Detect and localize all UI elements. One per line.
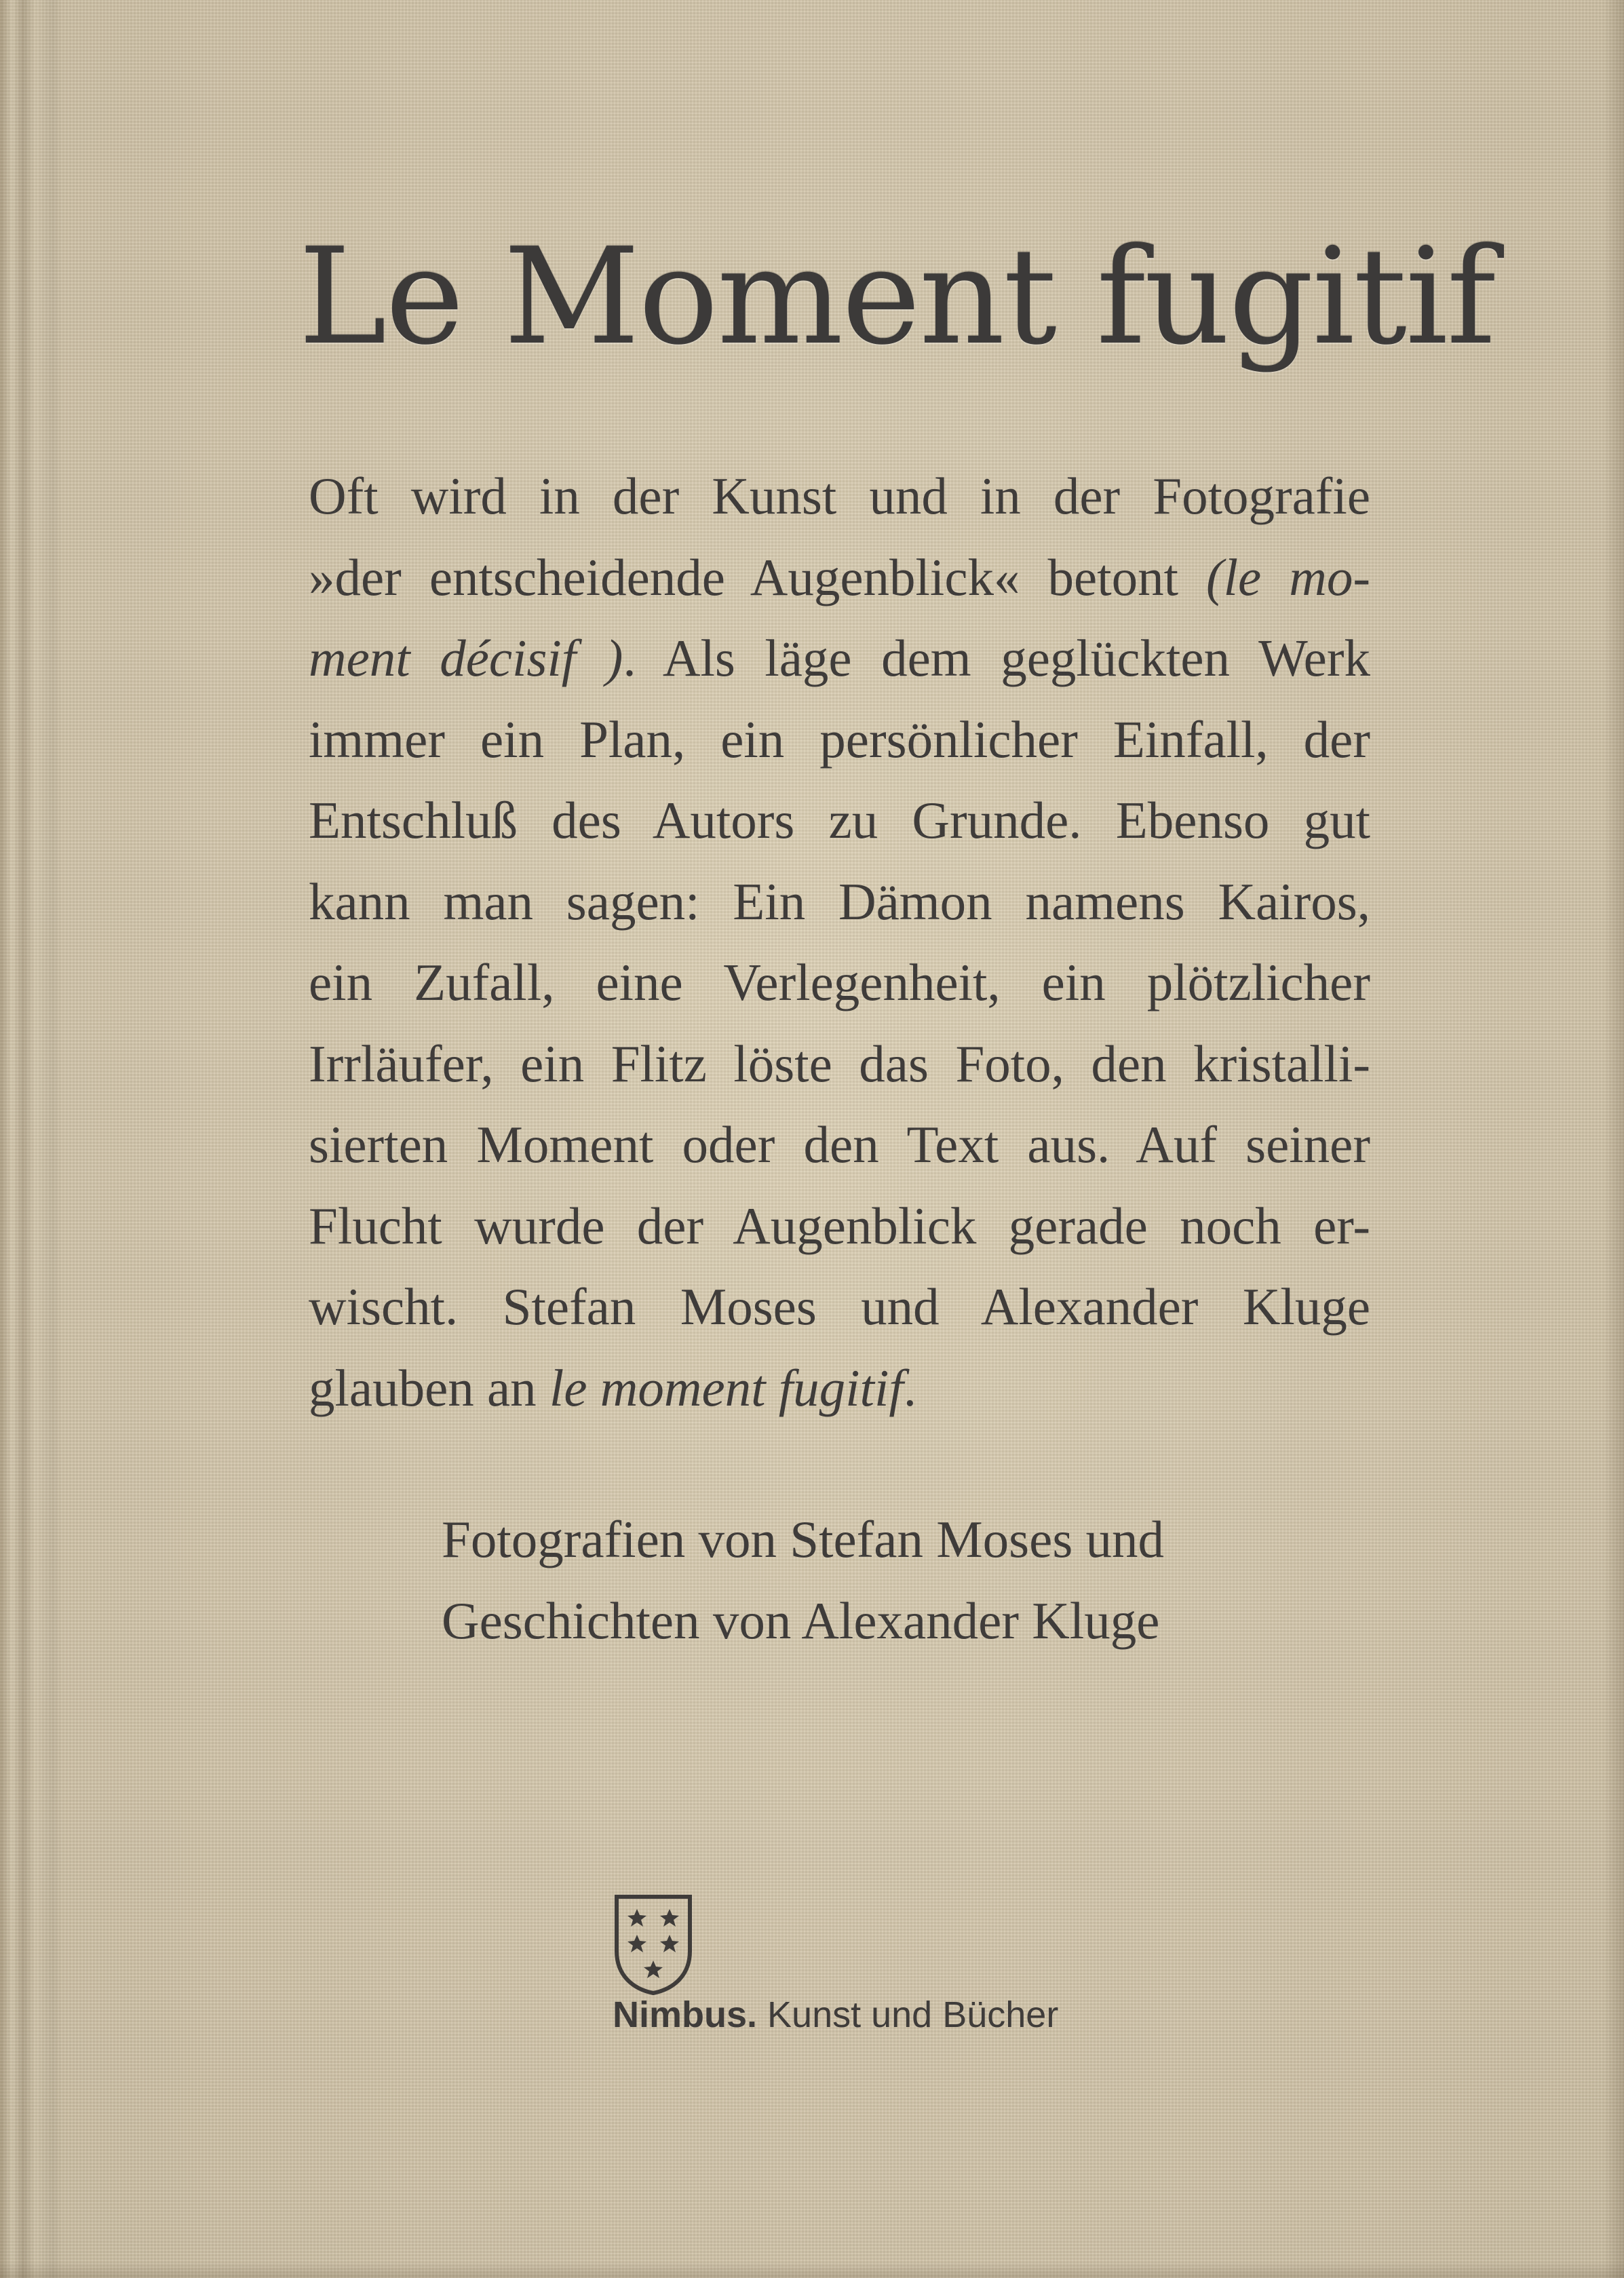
spine-edge	[0, 0, 62, 2278]
blurb-line: wischt. Stefan Moses und Alexander Kluge	[309, 1277, 1370, 1336]
blurb-italic-phrase: le moment fugitif	[549, 1358, 904, 1417]
bottom-edge-shadow	[0, 2262, 1624, 2278]
right-edge-shadow	[1604, 0, 1624, 2278]
shield-with-stars-logo-icon	[613, 1893, 694, 1996]
publisher-name	[613, 1993, 1058, 2036]
blurb-italic-phrase: ment décisif )	[309, 629, 623, 687]
blurb-line: ein Zufall, eine Verlegenheit, ein plötzlicher	[309, 953, 1370, 1011]
blurb-line: glauben an le moment fugitif.	[309, 1358, 916, 1417]
blurb-line: Entschluß des Autors zu Grunde. Ebenso gut	[309, 791, 1370, 849]
blurb-line: »der entscheidende Augenblick« betont (le mo-	[309, 547, 1370, 606]
blurb-line: ment décisif ). Als läge dem geglückten Werk	[309, 629, 1370, 687]
credits-stories: Geschichten von Alexander Kluge	[442, 1591, 1160, 1650]
blurb-line: Oft wird in der Kunst und in der Fotografie	[309, 467, 1370, 525]
blurb-line: immer ein Plan, ein persönlicher Einfall, der	[309, 710, 1370, 769]
blurb-text	[309, 456, 1370, 1429]
credits-photos: Fotografien von Stefan Moses und	[442, 1510, 1165, 1568]
blurb-line: sierten Moment oder den Text aus. Auf seiner	[309, 1115, 1370, 1174]
blurb-line: Flucht wurde der Augenblick gerade noch er-	[309, 1196, 1370, 1255]
publisher-brand: Nimbus.	[613, 1994, 758, 2035]
credits	[442, 1499, 1323, 1661]
publisher-subtitle: Kunst und Bücher	[757, 1994, 1059, 2035]
book-title: Le Moment fugitif	[298, 220, 1495, 374]
blurb-line: kann man sagen: Ein Dämon namens Kairos,	[309, 872, 1370, 931]
blurb-line: Irrläufer, ein Flitz löste das Foto, den kristalli-	[309, 1034, 1370, 1093]
blurb-italic-phrase: (le mo-	[1206, 547, 1370, 606]
